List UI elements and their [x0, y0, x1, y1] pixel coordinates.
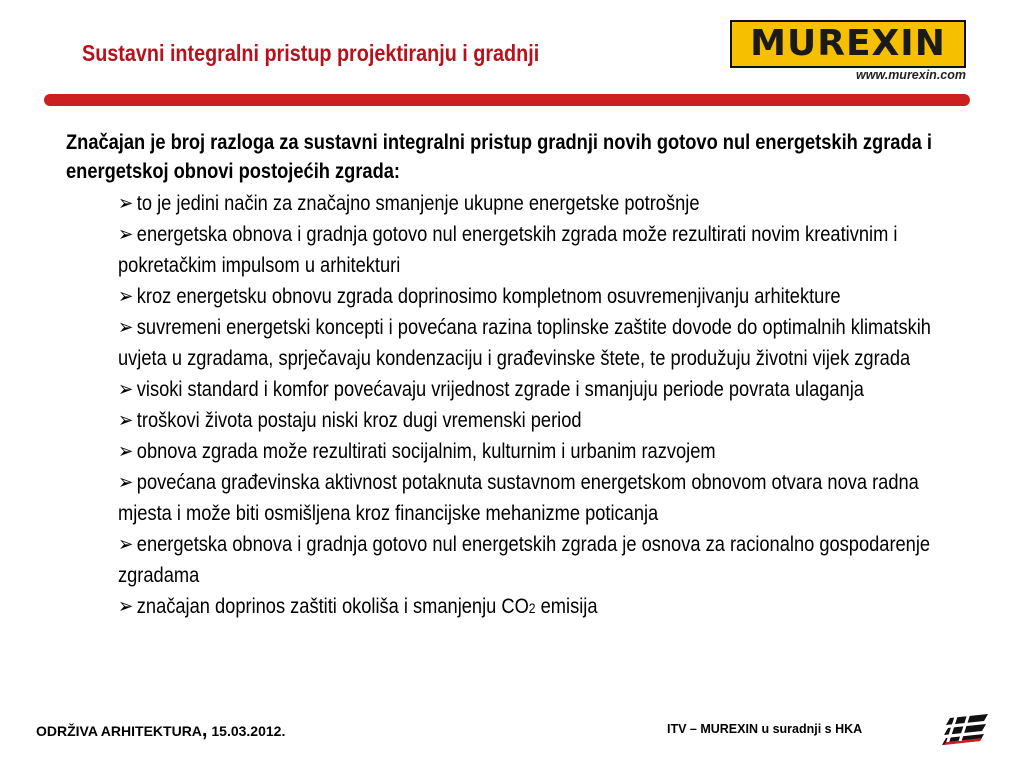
list-item-text: kroz energetsku obnovu zgrada doprinosimo kompletnom osuvremenjivanju arhitekture — [136, 285, 841, 308]
slide-content — [66, 128, 966, 624]
list-item — [118, 405, 953, 436]
list-item-text: troškovi života postaju niski kroz dugi vremenski period — [136, 409, 582, 432]
list-item-text-suffix: emisija — [535, 595, 598, 618]
list-item-text: povećana građevinska aktivnost potaknuta sustavnom energetskom obnovom otvara nova radna mjesta i može biti osmišljena kroz financijske mehanizme poticanja — [118, 471, 919, 525]
list-item — [118, 312, 953, 374]
co2-subscript: 2 — [528, 600, 536, 616]
list-item-text: obnova zgrada može rezultirati socijalnim, kulturnim i urbanim razvojem — [136, 440, 716, 463]
list-item — [118, 188, 953, 219]
list-item — [118, 281, 953, 312]
logo-text: MUREXIN — [750, 23, 946, 64]
list-item — [118, 467, 953, 529]
slide-title: Sustavni integralni pristup projektiranju i gradnji — [82, 40, 540, 66]
list-item-text: visoki standard i komfor povećavaju vrijednost zgrade i smanjuju periode povrata ulaganja — [136, 378, 864, 401]
list-item — [118, 591, 953, 624]
list-item-text: suvremeni energetski koncepti i povećana razina toplinske zaštite dovode do optimalnih klimatskih uvjeta u zgradama, sprječavaju kondenzaciju i građevinske štete, te produžuju životni vijek zgrada — [118, 316, 931, 370]
footer-partner: ITV – MUREXIN u suradnji s HKA — [667, 722, 863, 736]
list-item — [118, 374, 953, 405]
list-item-text: energetska obnova i gradnja gotovo nul energetskih zgrada može rezultirati novim kreativnim i pokretačkim impulsom u arhitekturi — [118, 223, 898, 277]
event-name: ODRŽIVA ARHITEKTURA — [36, 723, 202, 739]
header-divider-bar — [44, 94, 970, 106]
arrow-bullet-icon: ➢ — [118, 471, 134, 494]
reasons-list — [118, 188, 966, 624]
event-date: 15.03.2012. — [207, 723, 286, 739]
list-item-text: to je jedini način za značajno smanjenje ukupne energetske potrošnje — [136, 192, 700, 215]
hka-logo-icon — [942, 712, 992, 748]
list-item-text: energetska obnova i gradnja gotovo nul energetskih zgrada je osnova za racionalno gospodarenje zgradama — [118, 533, 931, 587]
arrow-bullet-icon: ➢ — [118, 595, 134, 618]
arrow-bullet-icon: ➢ — [118, 533, 134, 556]
murexin-logo[interactable] — [730, 20, 966, 68]
arrow-bullet-icon: ➢ — [118, 378, 134, 401]
logo-url[interactable]: www.murexin.com — [856, 68, 966, 82]
arrow-bullet-icon: ➢ — [118, 316, 134, 339]
arrow-bullet-icon: ➢ — [118, 409, 134, 432]
list-item — [118, 529, 953, 591]
arrow-bullet-icon: ➢ — [118, 285, 134, 308]
arrow-bullet-icon: ➢ — [118, 192, 134, 215]
list-item-text: značajan doprinos zaštiti okoliša i smanjenju CO — [136, 595, 529, 618]
footer-event — [36, 719, 285, 742]
arrow-bullet-icon: ➢ — [118, 223, 134, 246]
arrow-bullet-icon: ➢ — [118, 440, 134, 463]
intro-text: Značajan je broj razloga za sustavni integralni pristup gradnji novih gotovo nul energetskih zgrada i energetskoj obnovi postojećih zgrada: — [66, 131, 932, 183]
event-separator: , — [201, 719, 208, 741]
list-item — [118, 436, 953, 467]
list-item — [118, 219, 953, 281]
